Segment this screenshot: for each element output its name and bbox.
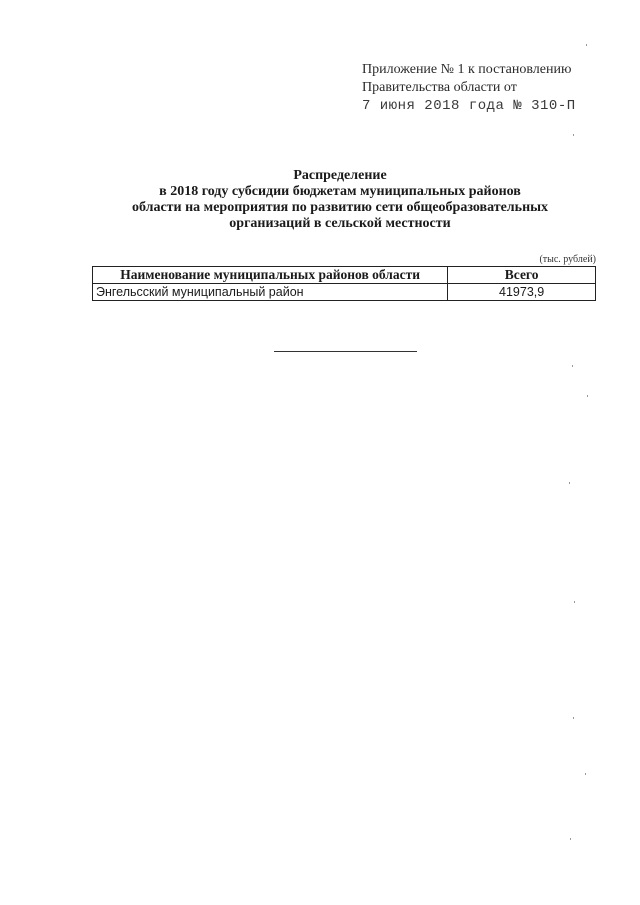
scan-speck <box>574 601 575 603</box>
header-district-name: Наименование муниципальных районов области <box>93 267 448 284</box>
title-line-2: в 2018 году субсидии бюджетам муниципальных районов <box>159 184 521 199</box>
scan-speck <box>573 717 574 719</box>
scan-speck <box>573 134 574 136</box>
title-line-3: области на мероприятия по развитию сети общеобразовательных <box>131 200 549 215</box>
scan-speck <box>572 365 573 367</box>
appendix-block <box>362 61 622 115</box>
distribution-table <box>92 266 596 301</box>
district-total-cell: 41973,9 <box>448 284 596 301</box>
appendix-date-line: 7 июня 2018 года № 310-П <box>362 98 576 114</box>
title-line-4: организаций в сельской местности <box>229 216 451 231</box>
units-note: (тыс. рублей) <box>539 254 596 265</box>
scan-speck <box>586 44 587 46</box>
appendix-line-2: Правительства области от <box>362 80 517 95</box>
title-line-1: Распределение <box>293 168 387 183</box>
end-separator-line <box>274 351 417 352</box>
appendix-line-1: Приложение № 1 к постановлению <box>362 62 572 77</box>
scan-speck <box>569 482 570 484</box>
district-name-cell: Энгельсский муниципальный район <box>93 284 448 301</box>
scan-speck <box>570 838 571 840</box>
scan-speck <box>585 773 586 775</box>
table-header-row <box>93 267 596 284</box>
document-title <box>60 168 620 232</box>
table-row <box>93 284 596 301</box>
header-total: Всего <box>448 267 596 284</box>
scan-speck <box>587 395 588 397</box>
